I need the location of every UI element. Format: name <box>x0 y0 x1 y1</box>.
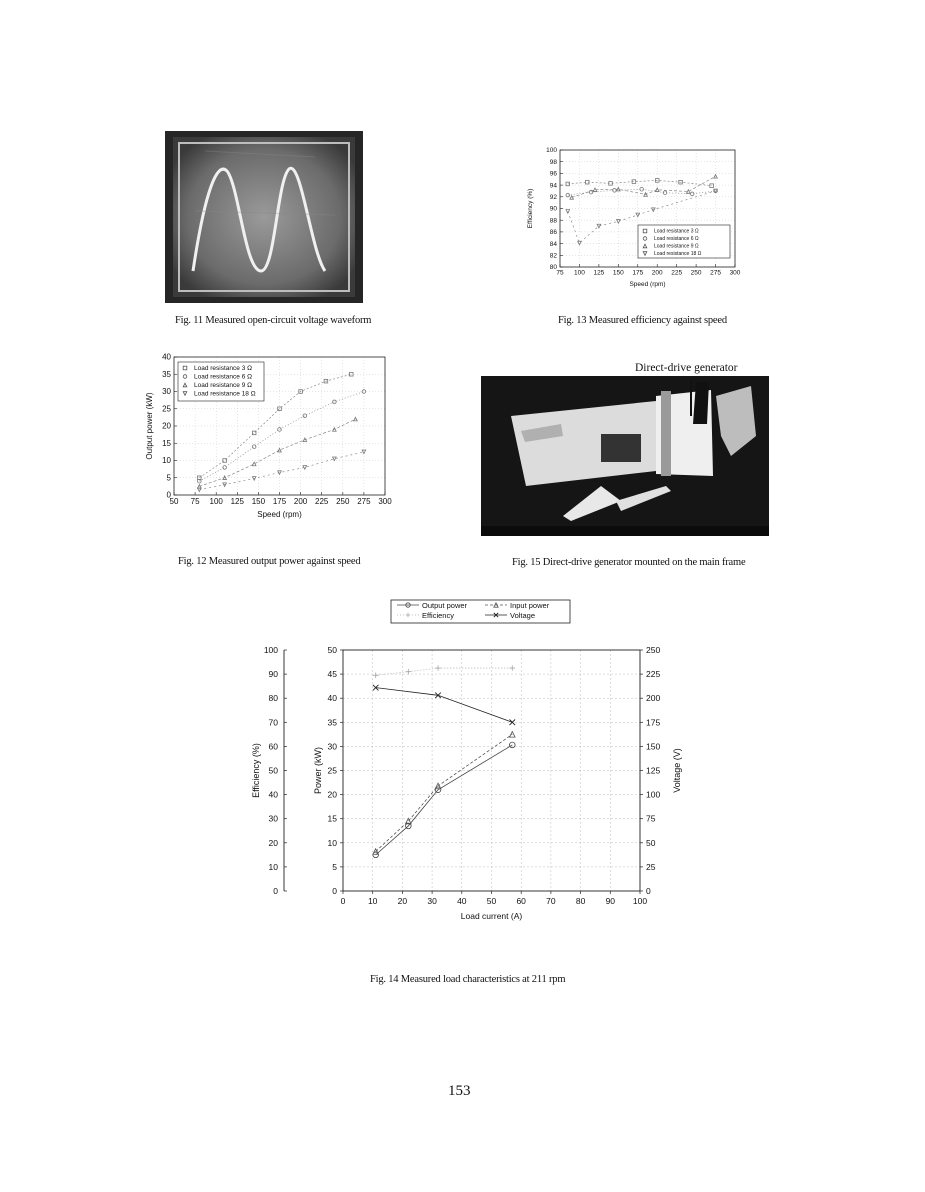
power-tick-label: 50 <box>327 645 337 655</box>
legend-label: Load resistance 3 Ω <box>194 365 252 373</box>
x-axis-label: Load current (A) <box>460 911 523 921</box>
data-point <box>593 188 597 192</box>
x-tick-label: 100 <box>632 896 648 906</box>
x-axis-label: Speed (rpm) <box>257 510 302 519</box>
legend-label: Input power <box>510 601 550 610</box>
voltage-tick-label: 0 <box>646 886 651 896</box>
x-tick-label: 30 <box>427 896 437 906</box>
x-tick-label: 175 <box>272 497 287 506</box>
data-point <box>303 466 307 470</box>
power-tick-label: 10 <box>327 837 337 848</box>
x-tick-label: 150 <box>612 269 624 277</box>
fig13-chart <box>520 145 750 300</box>
series-line <box>199 392 364 482</box>
y-tick-label: 10 <box>162 456 171 466</box>
x-tick-label: 50 <box>169 497 179 506</box>
y-tick-label: 20 <box>162 421 171 431</box>
efficiency-tick-label: 100 <box>263 645 278 655</box>
x-tick-label: 250 <box>336 497 350 506</box>
efficiency-tick-label: 50 <box>268 765 278 776</box>
data-point <box>252 445 256 449</box>
power-tick-label: 45 <box>327 669 337 680</box>
y-axis-label: Efficiency (%) <box>527 188 534 229</box>
fig15-photo <box>481 376 769 536</box>
x-tick-label: 70 <box>546 896 556 906</box>
data-point <box>373 673 379 679</box>
y-tick-label: 80 <box>549 264 557 272</box>
x-tick-label: 275 <box>357 497 371 506</box>
fig13-caption: Fig. 13 Measured efficiency against speed <box>558 315 727 326</box>
power-tick-label: 15 <box>327 813 337 824</box>
legend-label: Load resistance 6 Ω <box>654 236 699 243</box>
data-point <box>570 196 574 200</box>
fig12-chart <box>140 352 395 527</box>
x-tick-label: 200 <box>293 497 308 506</box>
voltage-tick-label: 100 <box>646 789 661 800</box>
x-tick-label: 125 <box>230 497 244 506</box>
efficiency-tick-label: 30 <box>268 813 278 824</box>
fig11-waveform-image <box>165 131 363 303</box>
data-point <box>617 220 621 224</box>
x-tick-label: 300 <box>729 269 741 277</box>
x-tick-label: 100 <box>574 269 585 277</box>
y-tick-label: 40 <box>162 352 171 362</box>
fig15-caption: Fig. 15 Direct-drive generator mounted on the main frame <box>512 557 746 568</box>
efficiency-tick-label: 10 <box>268 861 278 872</box>
efficiency-tick-label: 40 <box>268 789 278 800</box>
voltage-axis-label: Voltage (V) <box>672 748 682 793</box>
x-tick-label: 150 <box>251 497 266 506</box>
power-tick-label: 35 <box>327 717 337 728</box>
x-tick-label: 100 <box>209 497 223 506</box>
x-tick-label: 250 <box>690 269 702 277</box>
x-tick-label: 20 <box>397 896 408 906</box>
y-tick-label: 15 <box>162 438 171 448</box>
data-point <box>223 466 227 470</box>
power-tick-label: 0 <box>332 886 337 896</box>
voltage-tick-label: 225 <box>646 669 661 680</box>
efficiency-tick-label: 20 <box>268 837 278 848</box>
y-tick-label: 86 <box>549 229 557 237</box>
efficiency-axis-label: Efficiency (%) <box>251 743 261 798</box>
photo-annotation: Direct-drive generator <box>635 362 738 374</box>
y-tick-label: 82 <box>549 252 557 260</box>
voltage-tick-label: 200 <box>646 693 661 704</box>
y-tick-label: 25 <box>162 404 171 414</box>
data-point <box>435 665 441 671</box>
legend-label: Efficiency <box>422 611 454 620</box>
data-point <box>566 193 570 197</box>
page-number: 153 <box>448 1083 471 1099</box>
y-tick-label: 98 <box>549 158 557 166</box>
x-tick-label: 0 <box>340 896 346 906</box>
legend-label: Load resistance 3 Ω <box>654 228 699 235</box>
fig12-caption: Fig. 12 Measured output power against speed <box>178 556 361 567</box>
voltage-tick-label: 150 <box>646 741 661 752</box>
power-tick-label: 30 <box>327 741 337 752</box>
series-line <box>376 745 513 855</box>
data-point <box>509 742 515 748</box>
y-tick-label: 88 <box>549 217 557 225</box>
y-tick-label: 84 <box>549 240 557 248</box>
x-tick-label: 40 <box>457 896 467 906</box>
data-point <box>597 224 601 228</box>
x-tick-label: 75 <box>190 497 200 506</box>
fig11-caption: Fig. 11 Measured open-circuit voltage waveform <box>175 315 372 326</box>
legend-label: Load resistance 18 Ω <box>654 251 702 258</box>
x-tick-label: 10 <box>367 896 378 906</box>
x-tick-label: 175 <box>632 269 644 277</box>
y-tick-label: 0 <box>166 490 171 500</box>
x-tick-label: 75 <box>556 269 564 277</box>
power-tick-label: 20 <box>327 789 337 800</box>
fig15-generator-image <box>481 376 769 536</box>
x-tick-label: 90 <box>605 896 616 906</box>
legend-label: Output power <box>422 601 468 610</box>
voltage-tick-label: 50 <box>646 837 656 848</box>
data-point <box>406 669 412 675</box>
data-point <box>710 184 714 188</box>
power-tick-label: 40 <box>327 693 337 704</box>
data-point <box>333 457 337 461</box>
voltage-tick-label: 175 <box>646 717 661 728</box>
data-point <box>354 417 358 421</box>
x-tick-label: 300 <box>378 497 392 506</box>
efficiency-tick-label: 80 <box>268 693 278 704</box>
efficiency-tick-label: 70 <box>268 717 278 728</box>
y-axis-label: Output power (kW) <box>145 392 154 460</box>
voltage-tick-label: 25 <box>646 861 656 872</box>
legend-label: Voltage <box>510 611 536 620</box>
y-tick-label: 35 <box>162 369 171 379</box>
y-tick-label: 92 <box>549 193 557 201</box>
data-point <box>509 720 515 726</box>
fig14-caption: Fig. 14 Measured load characteristics at 211 rpm <box>370 974 566 985</box>
x-tick-label: 225 <box>315 497 329 506</box>
x-tick-label: 225 <box>671 269 683 277</box>
x-axis-label: Speed (rpm) <box>629 281 666 288</box>
x-tick-label: 80 <box>575 896 586 906</box>
x-tick-label: 275 <box>710 269 721 277</box>
fig14-chart <box>240 594 682 934</box>
power-tick-label: 25 <box>327 765 337 776</box>
data-point <box>687 190 691 194</box>
power-axis-label: Power (kW) <box>313 747 323 794</box>
data-point <box>566 210 570 214</box>
y-tick-label: 96 <box>549 170 557 178</box>
voltage-tick-label: 250 <box>646 645 661 655</box>
data-point <box>303 414 307 418</box>
legend-label: Load resistance 9 Ω <box>194 382 252 390</box>
x-tick-label: 60 <box>516 896 526 906</box>
efficiency-tick-label: 60 <box>268 741 278 752</box>
data-point <box>252 462 256 466</box>
efficiency-tick-label: 90 <box>268 669 278 680</box>
voltage-tick-label: 75 <box>646 813 656 824</box>
efficiency-tick-label: 0 <box>273 886 278 896</box>
fig11-photo <box>165 131 363 303</box>
x-tick-label: 200 <box>651 269 663 277</box>
x-tick-label: 125 <box>593 269 605 277</box>
series-line <box>376 734 513 851</box>
y-tick-label: 30 <box>162 387 171 397</box>
y-tick-label: 90 <box>549 205 557 213</box>
x-tick-label: 50 <box>486 896 497 906</box>
y-tick-label: 5 <box>166 473 171 483</box>
y-tick-label: 94 <box>549 182 557 190</box>
voltage-tick-label: 125 <box>646 765 661 776</box>
data-point <box>509 665 515 671</box>
legend-label: Load resistance 6 Ω <box>194 373 252 381</box>
y-tick-label: 100 <box>546 147 557 155</box>
legend-label: Load resistance 18 Ω <box>194 390 256 398</box>
power-tick-label: 5 <box>332 861 337 872</box>
series-line <box>376 688 513 723</box>
legend-label: Load resistance 9 Ω <box>654 243 699 250</box>
